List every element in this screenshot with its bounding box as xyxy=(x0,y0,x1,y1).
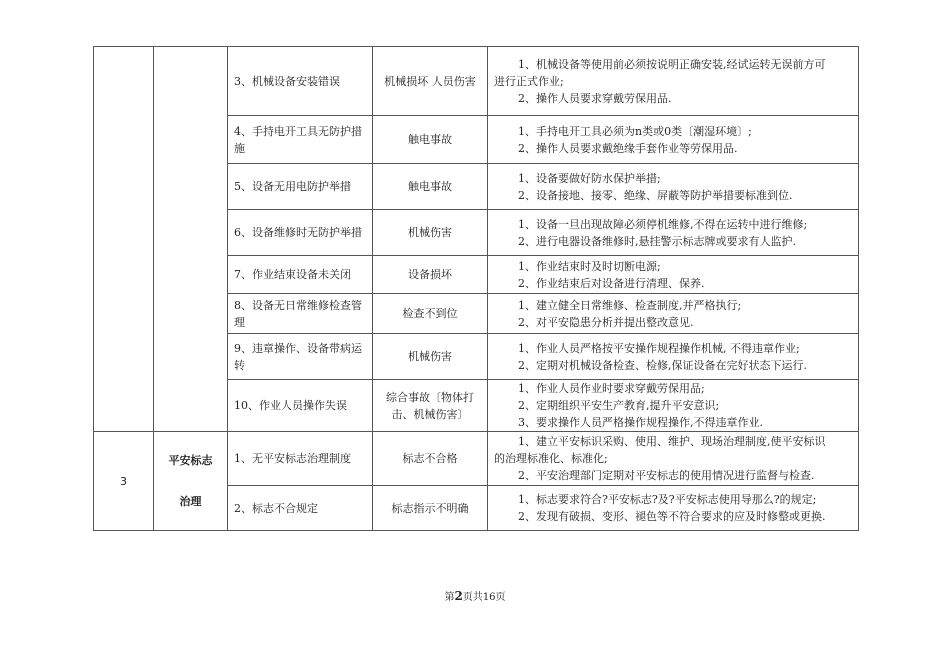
measures-cell xyxy=(488,116,859,164)
measure-line: 1、设备要做好防水保护举措; xyxy=(518,171,661,185)
measure-line: 2、定期组织平安生产教育,提升平安意识; xyxy=(518,399,720,412)
section-number: 3 xyxy=(94,432,154,531)
measures-cell xyxy=(488,432,859,486)
hazard-cell: 9、违章操作、设备带病运 转 xyxy=(228,334,373,380)
measure-line: 进行正式作业; xyxy=(494,74,564,88)
measure-line: 1、作业结束时及时切断电源; xyxy=(518,259,661,273)
measures-cell xyxy=(488,256,859,294)
measure-line: 2、操作人员要求穿戴劳保用品. xyxy=(518,91,672,105)
hazard-cell: 2、标志不合规定 xyxy=(228,486,373,531)
measure-line: 2、平安治理部门定期对平安标志的使用情况进行监督与检查. xyxy=(518,469,815,482)
measure-line: 3、要求操作人员严格操作规程操作,不得违章作业. xyxy=(518,416,763,429)
hazard-cell: 5、设备无用电防护举措 xyxy=(228,164,373,210)
footer-suffix: 页 xyxy=(495,592,506,603)
hazard-cell: 1、无平安标志治理制度 xyxy=(228,432,373,486)
footer-prefix: 第 xyxy=(444,592,455,603)
accident-cell: 检查不到位 xyxy=(373,294,488,334)
section-category xyxy=(154,432,228,531)
measure-line: 1、标志要求符合?平安标志?及?平安标志使用导那么?的规定; xyxy=(518,493,817,506)
table-row xyxy=(94,47,859,116)
accident-cell: 机械损坏 人员伤害 xyxy=(373,47,488,116)
accident-cell: 设备损坏 xyxy=(373,256,488,294)
measures-cell xyxy=(488,380,859,432)
hazard-cell: 3、机械设备安装错误 xyxy=(228,47,373,116)
measure-line: 的治理标准化、标准化; xyxy=(494,452,608,465)
table-row xyxy=(94,432,859,486)
measure-line: 2、作业结束后对设备进行清理、保养. xyxy=(518,276,705,290)
footer-middle: 页共 xyxy=(462,592,483,603)
measures-cell xyxy=(488,334,859,380)
measure-line: 1、机械设备等使用前必须按说明正确安装,经试运转无误前方可 xyxy=(518,57,826,71)
accident-cell: 综合事故〔物体打击、机械伤害〕 xyxy=(373,380,488,432)
accident-cell: 触电事故 xyxy=(373,116,488,164)
hazard-cell: 6、设备维修时无防护举措 xyxy=(228,210,373,256)
hazard-cell: 7、作业结束设备未关闭 xyxy=(228,256,373,294)
measure-line: 2、设备接地、接零、绝缘、屏蔽等防护举措要标准到位. xyxy=(518,188,793,202)
accident-cell: 标志不合格 xyxy=(373,432,488,486)
measures-cell xyxy=(488,486,859,531)
accident-cell: 机械伤害 xyxy=(373,334,488,380)
footer-total-pages: 16 xyxy=(482,592,496,603)
measure-line: 1、作业人员作业时要求穿戴劳保用品; xyxy=(518,382,705,395)
hazard-cell: 8、设备无日常维修检查管 理 xyxy=(228,294,373,334)
hazard-cell: 4、手持电开工具无防护措 施 xyxy=(228,116,373,164)
category-line-1: 平安标志 xyxy=(168,454,213,467)
measure-line: 2、对平安隐患分析并提出整改意见. xyxy=(518,315,694,329)
measures-cell xyxy=(488,210,859,256)
measures-cell xyxy=(488,47,859,116)
hazard-cell: 10、作业人员操作失误 xyxy=(228,380,373,432)
footer-page-number: 2 xyxy=(454,589,463,603)
category-line-2: 治理 xyxy=(179,495,202,508)
measure-line: 1、建立平安标识采购、使用、维护、现场治理制度,使平安标识 xyxy=(518,435,826,448)
measure-line: 1、作业人员严格按平安操作规程操作机械, 不得违章作业; xyxy=(518,341,800,355)
measure-line: 2、进行电器设备维修时,悬挂警示标志牌或要求有人监护. xyxy=(518,234,796,248)
measure-line: 1、设备一旦出现故障必须停机维修,不得在运转中进行维修; xyxy=(518,217,808,231)
section-category-cell xyxy=(154,47,228,432)
measure-line: 1、建立健全日常维修、检查制度,并严格执行; xyxy=(518,298,742,312)
accident-cell: 标志指示不明确 xyxy=(373,486,488,531)
accident-cell: 触电事故 xyxy=(373,164,488,210)
risk-table xyxy=(93,46,859,531)
section-number-cell xyxy=(94,47,154,432)
measures-cell xyxy=(488,164,859,210)
accident-cell: 机械伤害 xyxy=(373,210,488,256)
measure-line: 2、定期对机械设备检查、检修,保证设备在完好状态下运行. xyxy=(518,358,807,372)
measures-cell xyxy=(488,294,859,334)
measure-line: 2、发现有破损、变形、褪色等不符合要求的应及时修整或更换. xyxy=(518,510,826,523)
measure-line: 1、手持电开工具必须为n类或0类〔潮湿环境〕; xyxy=(518,124,752,138)
page-footer xyxy=(0,588,950,603)
measure-line: 2、操作人员要求戴绝缘手套作业等劳保用品. xyxy=(518,141,738,155)
